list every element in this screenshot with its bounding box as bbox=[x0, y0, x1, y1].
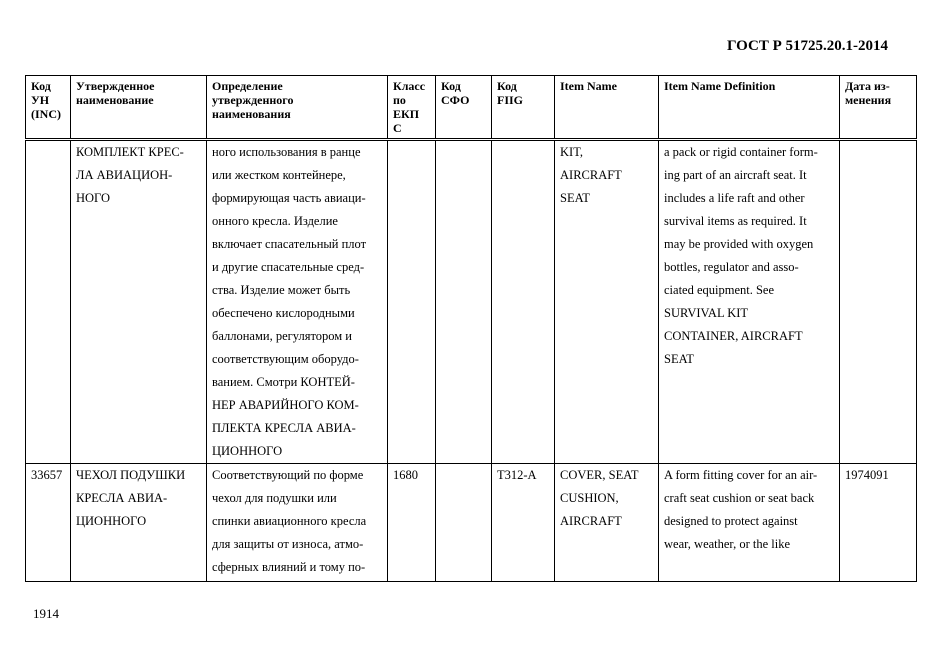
cell-code-sfo bbox=[436, 140, 492, 464]
cell-inc bbox=[26, 140, 71, 464]
column-header-line: СФО bbox=[441, 93, 470, 107]
cell-line: may be provided with oxygen bbox=[664, 237, 814, 251]
cell-line: T312-A bbox=[497, 468, 537, 482]
cell-line: для защиты от износа, атмо- bbox=[212, 537, 364, 551]
cell-inc bbox=[26, 464, 71, 582]
cell-item-definition bbox=[659, 464, 840, 582]
cell-line: 1974091 bbox=[845, 468, 889, 482]
cell-line: Соответствующий по форме bbox=[212, 468, 364, 482]
cell-line: ного использования в ранце bbox=[212, 145, 361, 159]
cell-line: ing part of an aircraft seat. It bbox=[664, 168, 807, 182]
cell-line: AIRCRAFT bbox=[560, 514, 622, 528]
cell-line: ванием. Смотри КОНТЕЙ- bbox=[212, 375, 355, 389]
cell-line: ЛА АВИАЦИОН- bbox=[76, 168, 173, 182]
column-header-line: ЕКП bbox=[393, 107, 420, 121]
column-header-code-sfo bbox=[436, 76, 492, 140]
cell-line: сферных влияний и тому по- bbox=[212, 560, 366, 574]
column-header-line: Дата из- bbox=[845, 79, 890, 93]
cell-line: баллонами, регулятором и bbox=[212, 329, 352, 343]
table-row bbox=[26, 464, 917, 582]
column-header-change-date bbox=[840, 76, 917, 140]
column-header-line: Определение bbox=[212, 79, 283, 93]
cell-class-ekps bbox=[388, 140, 436, 464]
cell-item-name bbox=[555, 464, 659, 582]
cell-line: designed to protect against bbox=[664, 514, 798, 528]
cell-item-name bbox=[555, 140, 659, 464]
column-header-line: Код bbox=[497, 79, 517, 93]
cell-line: соответствующим оборудо- bbox=[212, 352, 359, 366]
cell-line: SURVIVAL KIT bbox=[664, 306, 749, 320]
cell-definition-ru bbox=[207, 140, 388, 464]
cell-line: ПЛЕКТА КРЕСЛА АВИА- bbox=[212, 421, 356, 435]
cell-line: 33657 bbox=[31, 468, 63, 482]
cell-line: KIT, bbox=[560, 145, 584, 159]
cell-line: ЧЕХОЛ ПОДУШКИ bbox=[76, 468, 186, 482]
cell-line: 1680 bbox=[393, 468, 418, 482]
cell-line: ЦИОННОГО bbox=[76, 514, 147, 528]
column-header-line: (INC) bbox=[31, 107, 61, 121]
cell-line: AIRCRAFT bbox=[560, 168, 622, 182]
cell-line: ЦИОННОГО bbox=[212, 444, 283, 458]
column-header-line: Класс bbox=[393, 79, 426, 93]
column-header-code-fiig bbox=[492, 76, 555, 140]
cell-line: survival items as required. It bbox=[664, 214, 807, 228]
column-header-item-name bbox=[555, 76, 659, 140]
column-header-name-ru bbox=[71, 76, 207, 140]
cell-name-ru bbox=[71, 464, 207, 582]
cell-line: bottles, regulator and asso- bbox=[664, 260, 799, 274]
cell-line: онного кресла. Изделие bbox=[212, 214, 338, 228]
column-header-class-ekps bbox=[388, 76, 436, 140]
column-header-line: Код bbox=[31, 79, 51, 93]
column-header-line: наименование bbox=[76, 93, 154, 107]
page-number: 1914 bbox=[33, 606, 59, 621]
cell-line: wear, weather, or the like bbox=[664, 537, 791, 551]
column-header-line: УН bbox=[31, 93, 50, 107]
cell-line: SEAT bbox=[664, 352, 694, 366]
cell-line: CUSHION, bbox=[560, 491, 619, 505]
cell-name-ru bbox=[71, 140, 207, 464]
cell-line: или жестком контейнере, bbox=[212, 168, 346, 182]
column-header-line: С bbox=[393, 121, 402, 135]
cell-line: a pack or rigid container form- bbox=[664, 145, 818, 159]
cell-line: КРЕСЛА АВИА- bbox=[76, 491, 168, 505]
cell-line: и другие спасательные сред- bbox=[212, 260, 365, 274]
cell-line: чехол для подушки или bbox=[212, 491, 337, 505]
column-header-line: Код bbox=[441, 79, 461, 93]
cell-line: CONTAINER, AIRCRAFT bbox=[664, 329, 803, 343]
column-header-item-definition bbox=[659, 76, 840, 140]
column-header-inc bbox=[26, 76, 71, 140]
column-header-line: наименования bbox=[212, 107, 291, 121]
cell-line: ciated equipment. See bbox=[664, 283, 775, 297]
cell-class-ekps bbox=[388, 464, 436, 582]
cell-line: формирующая часть авиаци- bbox=[212, 191, 366, 205]
cell-line: COVER, SEAT bbox=[560, 468, 639, 482]
cell-change-date bbox=[840, 464, 917, 582]
document-code: ГОСТ Р 51725.20.1-2014 bbox=[726, 38, 888, 54]
cell-line: A form fitting cover for an air- bbox=[664, 468, 818, 482]
column-header-line: менения bbox=[845, 93, 892, 107]
cell-line: включает спасательный плот bbox=[212, 237, 367, 251]
header-row bbox=[26, 76, 917, 140]
column-header-definition-ru bbox=[207, 76, 388, 140]
table-row bbox=[26, 140, 917, 464]
column-header-line: по bbox=[393, 93, 406, 107]
cell-line: обеспечено кислородными bbox=[212, 306, 355, 320]
cell-code-sfo bbox=[436, 464, 492, 582]
cell-code-fiig bbox=[492, 464, 555, 582]
cell-definition-ru bbox=[207, 464, 388, 582]
cell-line: спинки авиационного кресла bbox=[212, 514, 367, 528]
cell-line: includes a life raft and other bbox=[664, 191, 805, 205]
column-header-line: Item Name bbox=[560, 79, 617, 93]
column-header-line: Утвержденное bbox=[76, 79, 155, 93]
table-header bbox=[26, 76, 917, 140]
classification-table bbox=[25, 75, 917, 582]
cell-line: craft seat cushion or seat back bbox=[664, 491, 815, 505]
cell-line: КОМПЛЕКТ КРЕС- bbox=[76, 145, 184, 159]
cell-line: НЕР АВАРИЙНОГО КОМ- bbox=[212, 398, 359, 412]
table-body bbox=[26, 140, 917, 582]
column-header-line: FIIG bbox=[497, 93, 524, 107]
cell-item-definition bbox=[659, 140, 840, 464]
cell-change-date bbox=[840, 140, 917, 464]
cell-line: НОГО bbox=[76, 191, 110, 205]
cell-code-fiig bbox=[492, 140, 555, 464]
cell-line: ства. Изделие может быть bbox=[212, 283, 351, 297]
column-header-line: утвержденного bbox=[212, 93, 294, 107]
cell-line: SEAT bbox=[560, 191, 590, 205]
column-header-line: Item Name Definition bbox=[664, 79, 776, 93]
